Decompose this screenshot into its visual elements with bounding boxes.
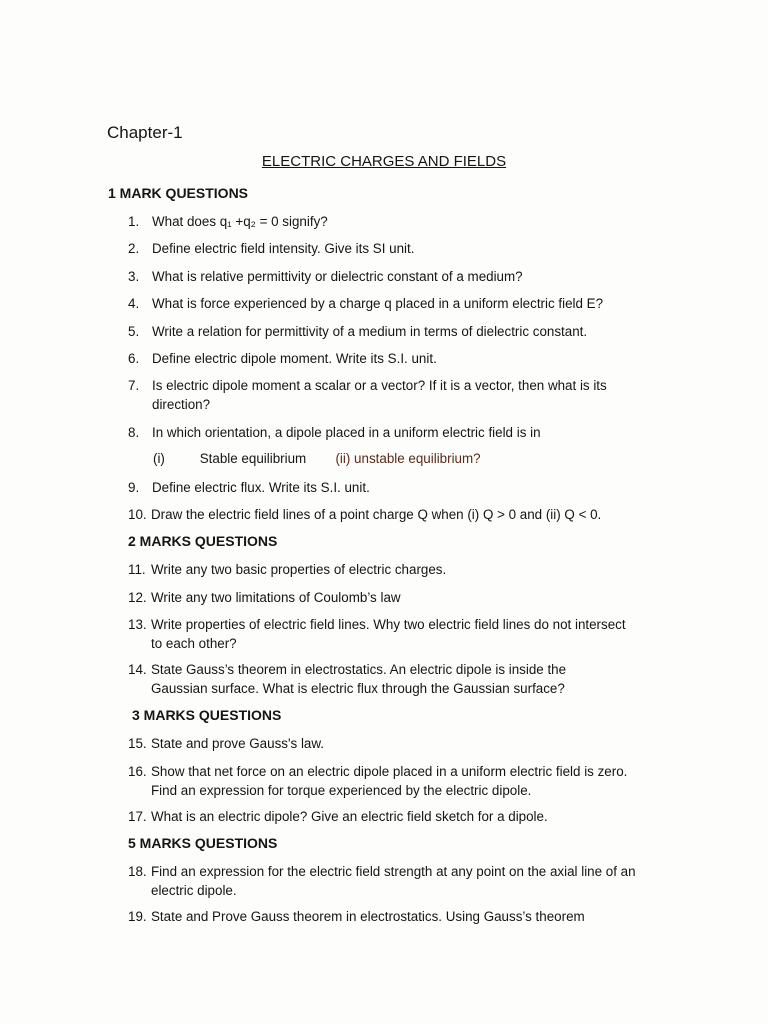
question-number: 10. (128, 507, 147, 522)
question-item (128, 862, 653, 900)
page-title: ELECTRIC CHARGES AND FIELDS (261, 153, 507, 170)
question-text: In which orientation, a dipole placed in a uniform electric field is in (152, 425, 541, 440)
question-item (128, 349, 658, 368)
question-number: 5. (128, 324, 140, 339)
question-number: 16. (128, 764, 147, 779)
question-item (128, 376, 638, 414)
question-number: 2. (128, 241, 140, 256)
question-number: 15. (128, 736, 147, 751)
question-text: State and Prove Gauss theorem in electrostatics. Using Gauss’s theorem (151, 909, 585, 924)
question-number: 14. (128, 662, 147, 677)
question-item (128, 505, 658, 524)
option-i-label: (i) (153, 451, 165, 466)
sub-options (153, 451, 481, 466)
question-text: Write any two basic properties of electric charges. (151, 562, 447, 577)
question-text: Draw the electric field lines of a point charge Q when (i) Q > 0 and (ii) Q < 0. (151, 507, 602, 522)
question-number: 6. (128, 351, 140, 366)
question-item (128, 212, 658, 231)
question-text: State and prove Gauss's law. (151, 736, 325, 751)
question-text: What does q₁ +q₂ = 0 signify? (152, 214, 328, 229)
question-item (128, 907, 658, 926)
question-text: Find an expression for the electric field strength at any point on the axial line of an electric dipole. (151, 864, 636, 898)
question-item (128, 322, 658, 341)
question-text: What is an electric dipole? Give an electric field sketch for a dipole. (151, 809, 548, 824)
question-item (128, 294, 658, 313)
question-item (128, 807, 658, 826)
option-ii-text: (ii) unstable equilibrium? (335, 451, 481, 466)
question-item (128, 423, 658, 442)
question-text: Write any two limitations of Coulomb’s law (151, 590, 401, 605)
section-heading-1-mark: 1 MARK QUESTIONS (108, 185, 249, 201)
question-number: 11. (128, 562, 146, 577)
section-heading-5-marks: 5 MARKS QUESTIONS (128, 835, 278, 851)
question-text: What is relative permittivity or dielectric constant of a medium? (152, 269, 523, 284)
question-number: 7. (128, 378, 140, 393)
section-heading-3-marks: 3 MARKS QUESTIONS (132, 707, 282, 723)
question-text: State Gauss’s theorem in electrostatics. An electric dipole is inside the Gaussian surface. What is electric flux through the Gaussian surface? (151, 662, 567, 696)
question-item (128, 267, 658, 286)
question-text: Write a relation for permittivity of a medium in terms of dielectric constant. (152, 324, 588, 339)
question-item (128, 762, 648, 800)
question-number: 19. (128, 909, 147, 924)
question-number: 9. (128, 480, 140, 495)
question-item (128, 615, 628, 653)
question-text: Show that net force on an electric dipole placed in a uniform electric field is zero. Find an expression for torque experienced by the electric dipole. (151, 764, 628, 798)
question-item (128, 239, 658, 258)
question-number: 3. (128, 269, 140, 284)
question-text: Define electric dipole moment. Write its S.I. unit. (152, 351, 437, 366)
question-item (128, 734, 658, 753)
question-text: Write properties of electric field lines. Why two electric field lines do not intersect to each other? (151, 617, 626, 651)
question-item (128, 660, 618, 698)
question-number: 4. (128, 296, 140, 311)
section-heading-2-marks: 2 MARKS QUESTIONS (128, 533, 278, 549)
question-number: 8. (128, 425, 140, 440)
chapter-label: Chapter-1 (107, 123, 183, 142)
question-text: Define electric field intensity. Give its SI unit. (152, 241, 415, 256)
question-number: 12. (128, 590, 147, 605)
question-item (128, 560, 658, 579)
question-text: Is electric dipole moment a scalar or a vector? If it is a vector, then what is its direction? (152, 378, 607, 412)
question-text: Define electric flux. Write its S.I. unit. (152, 480, 370, 495)
option-i-text: Stable equilibrium (199, 451, 307, 466)
question-number: 18. (128, 864, 147, 879)
question-number: 1. (128, 214, 140, 229)
question-number: 13. (128, 617, 147, 632)
question-number: 17. (128, 809, 147, 824)
question-text: What is force experienced by a charge q placed in a uniform electric field E? (152, 296, 604, 311)
question-item (128, 588, 658, 607)
question-item (128, 478, 658, 497)
